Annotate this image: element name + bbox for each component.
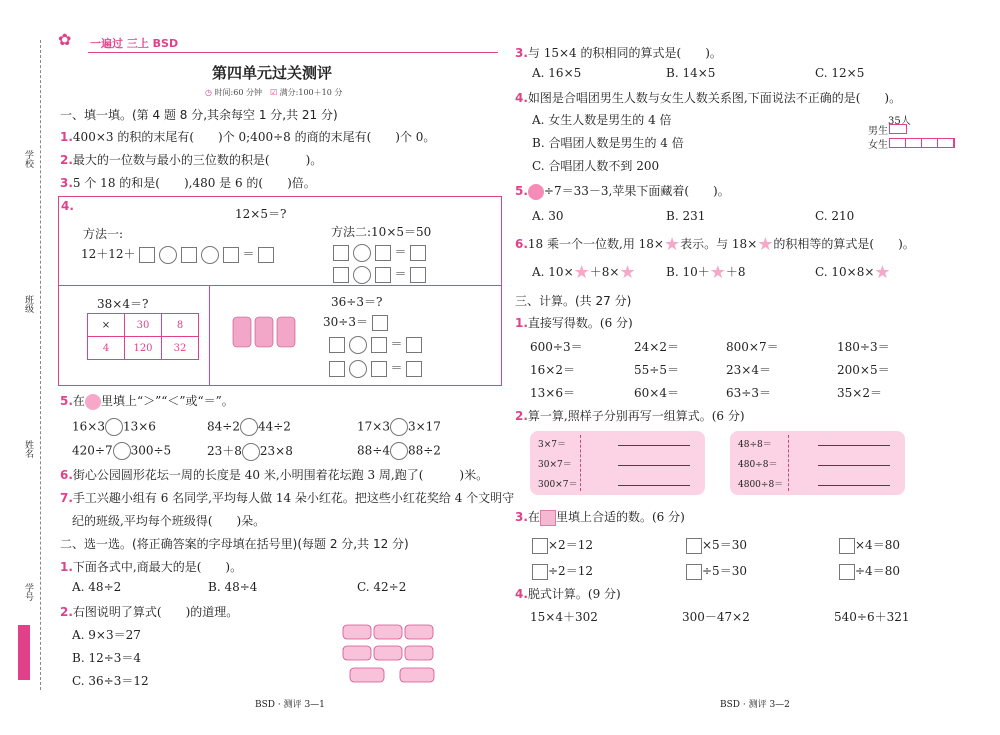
q4-b2-expr: 36÷3＝? (331, 295, 383, 309)
q5-item-3: 17×3 3×17 (357, 418, 441, 436)
s2-q6-b: B. 10＋★＋8 (666, 262, 746, 283)
header-brand: 一遍过 三上 BSD (90, 37, 179, 50)
star-icon: ★ (757, 234, 774, 255)
q5-item-5: 23＋8 23×8 (207, 442, 293, 461)
star-icon: ★ (709, 262, 726, 283)
margin-name: 姓名 (23, 440, 33, 458)
s1-heading: 一、填一填。(第 4 题 8 分,其余每空 1 分,共 21 分) (60, 108, 338, 122)
footer-left: BSD · 测评 3—1 (255, 700, 325, 710)
s2-q5-a: A. 30 (532, 209, 564, 223)
s2-heading: 二、选一选。(将正确答案的字母填在括号里)(每题 2 分,共 12 分) (60, 537, 409, 551)
calc-r1c4: 180÷3＝ (837, 340, 890, 354)
s3-q4: 4.脱式计算。(9 分) (515, 587, 621, 601)
q4-method1-row: 12＋12＋ ＝ (81, 245, 274, 264)
s1-q2: 2.最大的一位数与最小的三位数的积是( )。 (60, 153, 323, 167)
q4-expr-1: 15×4＋302 (530, 610, 598, 624)
q4-method2-row2: ＝ (333, 265, 426, 284)
q4-method2: 方法二:10×5＝50 (331, 225, 432, 239)
margin-badge (18, 625, 30, 680)
q4-expr-3: 540÷6＋321 (834, 610, 910, 624)
calc-r3c4: 35×2＝ (837, 386, 882, 400)
q4-method1: 方法一: (83, 227, 124, 241)
s1-q7-cont: 纪的班级,平均每个班级得( )朵。 (72, 514, 266, 528)
s1-q7: 7.手工兴趣小组有 6 名同学,平均每人做 14 朵小红花。把这些小红花奖给 4 个文明守 (60, 491, 515, 505)
star-icon: ★ (573, 262, 590, 283)
q3-r1c1: ×2＝12 (532, 536, 593, 554)
s2-q4-b: B. 合唱团人数是男生的 4 倍 (532, 136, 684, 150)
q4-b1-expr: 38×4＝? (97, 297, 149, 311)
s2-q2-c: C. 36÷3＝12 (72, 674, 149, 688)
q3-r1c3: ×4＝80 (839, 536, 900, 554)
q4-top-expr: 12×5＝? (235, 207, 287, 221)
s1-q5: 5.在 里填上“＞”“＜”或“＝”。 (60, 394, 234, 408)
s2-q4-a: A. 女生人数是男生的 4 倍 (532, 113, 672, 127)
calc-r3c1: 13×6＝ (530, 386, 575, 400)
s1-q6: 6.街心公园圆形花坛一周的长度是 40 米,小明围着花坛跑 3 周,跑了( )米。 (60, 468, 489, 482)
q5-item-6: 88÷4 88÷2 (357, 442, 441, 460)
q3-r2c2: ÷5＝30 (686, 562, 747, 580)
margin-id: 学号 (23, 583, 33, 601)
q4-b2-row1: ＝ (329, 335, 422, 354)
s2-q6: 6.18 乘一个一位数,用 18×★表示。与 18×★的积相等的算式是( )。 (515, 234, 915, 255)
q4-b2-row0: 30÷3＝ (323, 313, 388, 331)
s2-q6-a: A. 10×★＋8×★ (532, 262, 636, 283)
s2-q5: 5. ÷7＝33－3,苹果下面藏着( )。 (515, 184, 730, 198)
star-icon: ★ (619, 262, 636, 283)
calc-r3c3: 63÷3＝ (726, 386, 771, 400)
calc-r2c1: 16×2＝ (530, 363, 575, 377)
s2-q4-c: C. 合唱团人数不到 200 (532, 159, 660, 173)
s1-q3: 3.5 个 18 的和是( ),480 是 6 的( )倍。 (60, 176, 316, 190)
q5-item-4: 420÷7 300÷5 (72, 442, 171, 460)
calc-r2c4: 200×5＝ (837, 363, 890, 377)
q4-method2-row1: ＝ (333, 243, 426, 262)
triangles-figure-icon (342, 624, 444, 689)
q3-r1c2: ×5＝30 (686, 536, 747, 554)
q2-left-card: 3×7＝ 30×7＝ 300×7＝ (530, 431, 705, 495)
s2-q1-c: C. 42÷2 (357, 580, 407, 594)
s2-q1: 1.下面各式中,商最大的是( )。 (60, 560, 243, 574)
calc-r1c1: 600÷3＝ (530, 340, 583, 354)
s1-q4-box (58, 196, 502, 386)
s3-q2: 2.算一算,照样子分别再写一组算式。(6 分) (515, 409, 745, 423)
margin-school: 学校 (23, 150, 33, 168)
sticks-icon (231, 311, 301, 354)
s2-q2-a: A. 9×3＝27 (72, 628, 141, 642)
calc-r1c2: 24×2＝ (634, 340, 679, 354)
s3-q3: 3.在 里填上合适的数。(6 分) (515, 510, 685, 524)
star-icon: ★ (874, 262, 891, 283)
s2-q2-b: B. 12÷3＝4 (72, 651, 142, 665)
q5-item-1: 16×3 13×6 (72, 418, 156, 436)
apple-icon (528, 184, 544, 200)
s2-q3-b: B. 14×5 (666, 66, 716, 80)
s3-q1: 1.直接写得数。(6 分) (515, 316, 633, 330)
binding-line (40, 40, 42, 690)
calc-r1c3: 800×7＝ (726, 340, 779, 354)
q5-item-2: 84÷2 44÷2 (207, 418, 291, 436)
calc-r2c3: 23×4＝ (726, 363, 771, 377)
calc-r2c2: 55÷5＝ (634, 363, 679, 377)
header-rule (88, 52, 498, 53)
q3-r2c3: ÷4＝80 (839, 562, 900, 580)
s1-q4-label: 4. (61, 199, 74, 213)
s2-q6-c: C. 10×8×★ (815, 262, 891, 283)
s2-q2: 2.右图说明了算式( )的道理。 (60, 605, 239, 619)
test-meta: ◷ 时间:60 分钟 ☑ 满分:100＋10 分 (205, 88, 343, 97)
s2-q3-a: A. 16×5 (532, 66, 582, 80)
s1-q1: 1.400×3 的积的末尾有( )个 0;400÷8 的商的末尾有( )个 0。 (60, 130, 436, 144)
s2-q1-a: A. 48÷2 (72, 580, 122, 594)
footer-right: BSD · 测评 3—2 (720, 700, 790, 710)
s2-q3: 3.与 15×4 的积相同的算式是( )。 (515, 46, 722, 60)
q4-b2-row2: ＝ (329, 359, 422, 378)
pink-box-icon (540, 510, 556, 526)
s3-heading: 三、计算。(共 27 分) (515, 294, 632, 308)
q3-r2c1: ÷2＝12 (532, 562, 593, 580)
calc-r3c2: 60×4＝ (634, 386, 679, 400)
pink-circle-icon (85, 394, 101, 410)
header-flower-icon: ✿ (58, 30, 72, 49)
s2-q5-c: C. 210 (815, 209, 855, 223)
q2-right-card: 48÷8＝ 480÷8＝ 4800÷8＝ (730, 431, 905, 495)
s2-q1-b: B. 48÷4 (208, 580, 258, 594)
q4-mult-table: × 30 8 4 120 32 (87, 313, 199, 360)
star-icon: ★ (663, 234, 681, 255)
s2-q5-b: B. 231 (666, 209, 706, 223)
s2-q4: 4.如图是合唱团男生人数与女生人数关系图,下面说法不正确的是( )。 (515, 91, 902, 105)
margin-class: 班级 (23, 295, 33, 313)
q4-expr-2: 300－47×2 (682, 610, 750, 624)
page-title: 第四单元过关测评 (212, 64, 333, 82)
s2-q3-c: C. 12×5 (815, 66, 865, 80)
